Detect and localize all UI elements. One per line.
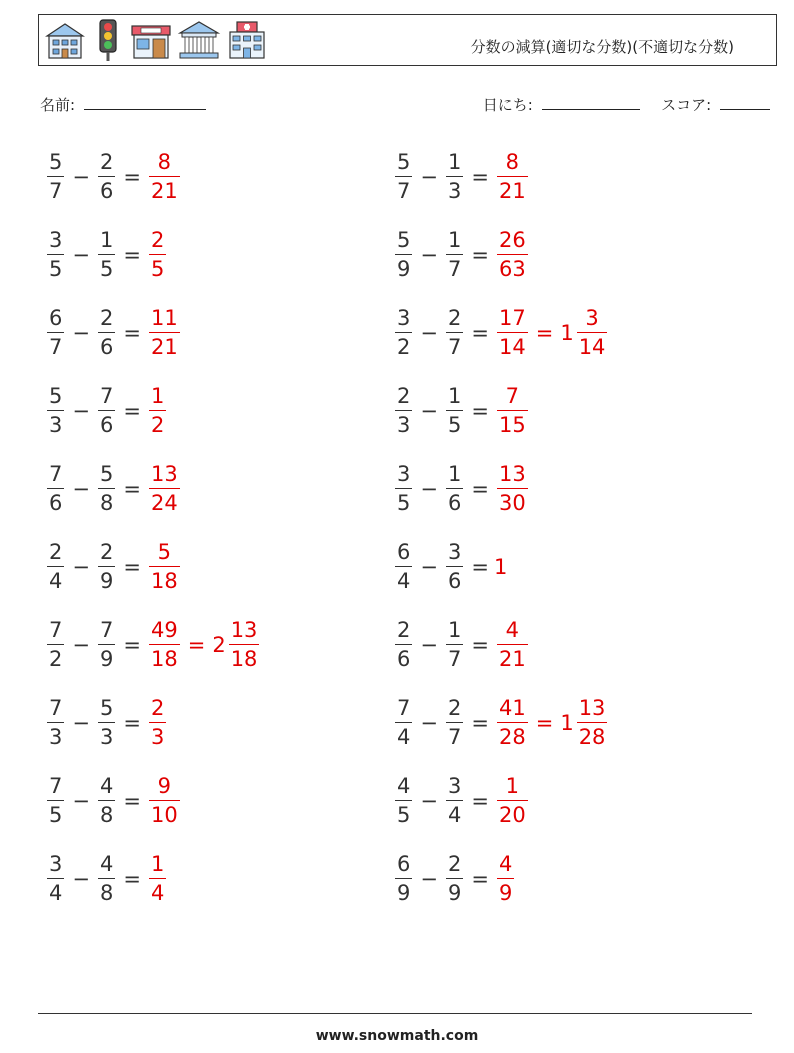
answer-fraction-numerator: 49: [150, 618, 178, 642]
mixed-fraction: [577, 698, 608, 748]
problem-row: [44, 294, 404, 372]
mixed-whole-number: 1: [560, 711, 574, 735]
equals-sign: =: [471, 711, 489, 735]
answer-fraction: [497, 698, 528, 748]
name-blank-line: [84, 97, 206, 110]
subtrahend-fraction-numerator: 5: [99, 462, 114, 486]
subtrahend-fraction-numerator: 5: [99, 696, 114, 720]
header-icons: [43, 17, 269, 63]
minuend-fraction: [395, 698, 412, 748]
score-label: スコア:: [661, 96, 712, 114]
mixed-whole-number: 2: [212, 633, 226, 657]
school-building-icon: [43, 18, 87, 62]
minus-sign: −: [72, 243, 90, 267]
minus-sign: −: [420, 165, 438, 189]
subtrahend-fraction-numerator: 1: [447, 228, 462, 252]
subtrahend-fraction-numerator: 3: [447, 774, 462, 798]
subtrahend-fraction: [98, 464, 115, 514]
subtrahend-fraction-numerator: 7: [99, 618, 114, 642]
minuend-fraction-numerator: 7: [397, 696, 411, 720]
score-blank-line: [720, 97, 770, 110]
minuend-fraction-numerator: 7: [49, 462, 63, 486]
subtrahend-fraction-numerator: 2: [99, 540, 114, 564]
subtrahend-fraction-denominator: 8: [98, 800, 115, 826]
mixed-equals-sign: =: [535, 711, 554, 735]
problem-row: [392, 606, 752, 684]
equals-sign: =: [471, 789, 489, 813]
subtrahend-fraction: [98, 386, 115, 436]
answer-fraction: [497, 620, 528, 670]
equals-sign: =: [123, 165, 141, 189]
minuend-fraction-numerator: 6: [49, 306, 63, 330]
minuend-fraction-denominator: 7: [395, 176, 412, 202]
minus-sign: −: [420, 399, 438, 423]
answer-fraction: [149, 464, 180, 514]
answer-fraction: [149, 698, 166, 748]
answer-fraction: [497, 230, 528, 280]
minus-sign: −: [420, 477, 438, 501]
answer-fraction: [149, 152, 180, 202]
minuend-fraction-numerator: 2: [397, 384, 411, 408]
equals-sign: =: [123, 477, 141, 501]
answer-fraction-numerator: 9: [157, 774, 172, 798]
subtrahend-fraction-denominator: 9: [446, 878, 463, 904]
subtrahend-fraction-denominator: 6: [446, 488, 463, 514]
minuend-fraction-denominator: 3: [47, 410, 64, 436]
museum-icon: [177, 18, 221, 62]
minus-sign: −: [420, 711, 438, 735]
minuend-fraction-denominator: 5: [395, 488, 412, 514]
minuend-fraction-numerator: 5: [397, 150, 411, 174]
minuend-fraction: [47, 464, 64, 514]
traffic-light-icon: [91, 18, 125, 62]
minus-sign: −: [72, 477, 90, 501]
answer-fraction-denominator: 14: [497, 332, 528, 358]
problem-row: [44, 372, 404, 450]
minus-sign: −: [420, 633, 438, 657]
answer-fraction-numerator: 4: [498, 852, 513, 876]
equals-sign: =: [471, 243, 489, 267]
problem-row: [392, 372, 752, 450]
answer-fraction-numerator: 1: [150, 384, 165, 408]
minuend-fraction-denominator: 7: [47, 332, 64, 358]
equals-sign: =: [123, 243, 141, 267]
minuend-fraction-denominator: 4: [47, 566, 64, 592]
minuend-fraction-denominator: 4: [395, 566, 412, 592]
shop-icon: [129, 18, 173, 62]
minuend-fraction-numerator: 4: [397, 774, 411, 798]
answer-whole-number: 1: [493, 555, 508, 579]
minuend-fraction: [395, 542, 412, 592]
minuend-fraction-numerator: 3: [49, 228, 63, 252]
problem-row: [44, 528, 404, 606]
answer-fraction-numerator: 41: [498, 696, 526, 720]
answer-fraction-denominator: 3: [149, 722, 166, 748]
answer-fraction-numerator: 1: [150, 852, 165, 876]
subtrahend-fraction-numerator: 2: [447, 696, 462, 720]
subtrahend-fraction-denominator: 3: [446, 176, 463, 202]
minus-sign: −: [72, 555, 90, 579]
footer-divider: [38, 1013, 752, 1014]
subtrahend-fraction-denominator: 7: [446, 254, 463, 280]
subtrahend-fraction: [446, 308, 463, 358]
subtrahend-fraction: [446, 776, 463, 826]
minuend-fraction-denominator: 6: [47, 488, 64, 514]
answer-fraction-numerator: 8: [157, 150, 172, 174]
minuend-fraction-numerator: 3: [397, 306, 411, 330]
answer-fraction-denominator: 2: [149, 410, 166, 436]
answer-fraction-numerator: 26: [498, 228, 526, 252]
equals-sign: =: [123, 555, 141, 579]
minus-sign: −: [72, 711, 90, 735]
mixed-fraction-numerator: 13: [230, 618, 258, 642]
answer-fraction-denominator: 10: [149, 800, 180, 826]
answer-fraction-denominator: 4: [149, 878, 166, 904]
subtrahend-fraction: [446, 620, 463, 670]
minuend-fraction-numerator: 5: [49, 150, 63, 174]
minuend-fraction: [47, 698, 64, 748]
answer-fraction-denominator: 9: [497, 878, 514, 904]
equals-sign: =: [471, 633, 489, 657]
answer-fraction-numerator: 13: [498, 462, 526, 486]
minus-sign: −: [72, 321, 90, 345]
answer-fraction-denominator: 21: [497, 176, 528, 202]
subtrahend-fraction-denominator: 8: [98, 878, 115, 904]
minuend-fraction-denominator: 3: [47, 722, 64, 748]
minus-sign: −: [72, 165, 90, 189]
hospital-icon: [225, 18, 269, 62]
problem-row: [392, 450, 752, 528]
minus-sign: −: [72, 633, 90, 657]
minuend-fraction: [395, 620, 412, 670]
answer-fraction-denominator: 21: [497, 644, 528, 670]
minuend-fraction: [47, 230, 64, 280]
equals-sign: =: [471, 477, 489, 501]
subtrahend-fraction: [446, 854, 463, 904]
minuend-fraction: [395, 308, 412, 358]
problem-row: [44, 762, 404, 840]
answer-fraction-numerator: 5: [157, 540, 172, 564]
minus-sign: −: [420, 867, 438, 891]
minus-sign: −: [420, 555, 438, 579]
answer-fraction-denominator: 18: [149, 566, 180, 592]
subtrahend-fraction: [446, 698, 463, 748]
subtrahend-fraction-numerator: 3: [447, 540, 462, 564]
answer-fraction: [497, 854, 514, 904]
equals-sign: =: [123, 867, 141, 891]
subtrahend-fraction-denominator: 8: [98, 488, 115, 514]
equals-sign: =: [471, 555, 489, 579]
subtrahend-fraction: [98, 152, 115, 202]
subtrahend-fraction-numerator: 2: [99, 306, 114, 330]
answer-fraction: [497, 308, 528, 358]
problem-row: [392, 216, 752, 294]
problem-row: [392, 840, 752, 918]
problem-row: [44, 684, 404, 762]
answer-fraction-denominator: 5: [149, 254, 166, 280]
subtrahend-fraction-denominator: 6: [446, 566, 463, 592]
subtrahend-fraction: [98, 308, 115, 358]
minuend-fraction-denominator: 2: [395, 332, 412, 358]
equals-sign: =: [471, 165, 489, 189]
subtrahend-fraction-denominator: 3: [98, 722, 115, 748]
answer-fraction: [149, 776, 180, 826]
subtrahend-fraction: [446, 152, 463, 202]
subtrahend-fraction-numerator: 2: [447, 306, 462, 330]
minuend-fraction-numerator: 3: [397, 462, 411, 486]
minus-sign: −: [420, 789, 438, 813]
subtrahend-fraction: [98, 620, 115, 670]
minuend-fraction: [47, 308, 64, 358]
subtrahend-fraction: [446, 386, 463, 436]
problem-row: [44, 216, 404, 294]
problem-row: [44, 606, 404, 684]
minuend-fraction-denominator: 4: [47, 878, 64, 904]
subtrahend-fraction-denominator: 7: [446, 644, 463, 670]
answer-fraction-numerator: 1: [505, 774, 520, 798]
answer-fraction-denominator: 30: [497, 488, 528, 514]
answer-fraction: [149, 386, 166, 436]
subtrahend-fraction-denominator: 5: [446, 410, 463, 436]
minuend-fraction-numerator: 5: [397, 228, 411, 252]
subtrahend-fraction-denominator: 9: [98, 644, 115, 670]
date-label: 日にち:: [482, 96, 533, 114]
subtrahend-fraction-denominator: 5: [98, 254, 115, 280]
mixed-whole-number: 1: [560, 321, 574, 345]
minuend-fraction: [47, 776, 64, 826]
minuend-fraction-denominator: 7: [47, 176, 64, 202]
subtrahend-fraction: [98, 698, 115, 748]
answer-fraction: [149, 230, 166, 280]
subtrahend-fraction-denominator: 4: [446, 800, 463, 826]
equals-sign: =: [471, 399, 489, 423]
minuend-fraction-denominator: 6: [395, 644, 412, 670]
minuend-fraction: [395, 854, 412, 904]
equals-sign: =: [123, 633, 141, 657]
answer-fraction-numerator: 8: [505, 150, 520, 174]
mixed-fraction: [229, 620, 260, 670]
minuend-fraction-numerator: 2: [49, 540, 63, 564]
answer-fraction: [497, 776, 528, 826]
answer-fraction-numerator: 2: [150, 696, 165, 720]
answer-fraction-denominator: 21: [149, 176, 180, 202]
answer-fraction: [497, 464, 528, 514]
mixed-fraction-numerator: 3: [585, 306, 599, 330]
answer-fraction: [149, 542, 180, 592]
minuend-fraction: [395, 776, 412, 826]
mixed-fraction: [577, 308, 608, 358]
equals-sign: =: [123, 711, 141, 735]
subtrahend-fraction: [446, 230, 463, 280]
answer-fraction-denominator: 28: [497, 722, 528, 748]
minuend-fraction-numerator: 6: [397, 540, 411, 564]
minuend-fraction-numerator: 3: [49, 852, 63, 876]
problems-right-column: [392, 138, 752, 918]
subtrahend-fraction-numerator: 1: [447, 618, 462, 642]
minuend-fraction: [395, 152, 412, 202]
subtrahend-fraction-numerator: 4: [99, 852, 114, 876]
answer-fraction-numerator: 2: [150, 228, 165, 252]
subtrahend-fraction: [98, 854, 115, 904]
name-field: [40, 94, 206, 115]
problem-row: [392, 294, 752, 372]
problems-left-column: [44, 138, 404, 918]
minuend-fraction-denominator: 2: [47, 644, 64, 670]
answer-fraction-numerator: 17: [498, 306, 526, 330]
minuend-fraction-numerator: 7: [49, 774, 63, 798]
subtrahend-fraction-numerator: 1: [447, 384, 462, 408]
answer-fraction-numerator: 13: [150, 462, 178, 486]
answer-fraction-denominator: 21: [149, 332, 180, 358]
mixed-fraction-denominator: 28: [577, 722, 608, 748]
minuend-fraction: [47, 152, 64, 202]
problem-row: [392, 684, 752, 762]
minuend-fraction-numerator: 7: [49, 618, 63, 642]
minuend-fraction-denominator: 5: [47, 800, 64, 826]
mixed-equals-sign: =: [535, 321, 554, 345]
date-score-fields: [483, 94, 770, 115]
subtrahend-fraction-numerator: 2: [99, 150, 114, 174]
minus-sign: −: [72, 789, 90, 813]
answer-fraction: [149, 620, 180, 670]
subtrahend-fraction-numerator: 4: [99, 774, 114, 798]
worksheet-title: 分数の減算(適切な分数)(不適切な分数): [470, 38, 734, 56]
minuend-fraction: [395, 230, 412, 280]
minuend-fraction: [395, 386, 412, 436]
minus-sign: −: [72, 399, 90, 423]
problem-row: [44, 138, 404, 216]
minuend-fraction: [47, 542, 64, 592]
equals-sign: =: [123, 789, 141, 813]
minuend-fraction: [47, 854, 64, 904]
minuend-fraction: [395, 464, 412, 514]
subtrahend-fraction-denominator: 6: [98, 332, 115, 358]
subtrahend-fraction-numerator: 1: [447, 150, 462, 174]
answer-fraction-denominator: 18: [149, 644, 180, 670]
subtrahend-fraction: [98, 776, 115, 826]
answer-fraction-denominator: 15: [497, 410, 528, 436]
subtrahend-fraction-numerator: 1: [447, 462, 462, 486]
answer-fraction: [497, 386, 528, 436]
subtrahend-fraction: [446, 542, 463, 592]
minuend-fraction-denominator: 5: [47, 254, 64, 280]
subtrahend-fraction: [98, 230, 115, 280]
minuend-fraction: [47, 386, 64, 436]
problem-row: [44, 450, 404, 528]
subtrahend-fraction-denominator: 6: [98, 176, 115, 202]
equals-sign: =: [123, 321, 141, 345]
minuend-fraction-denominator: 5: [395, 800, 412, 826]
subtrahend-fraction: [446, 464, 463, 514]
minus-sign: −: [420, 321, 438, 345]
minuend-fraction-numerator: 2: [397, 618, 411, 642]
mixed-equals-sign: =: [187, 633, 206, 657]
minuend-fraction-numerator: 5: [49, 384, 63, 408]
minuend-fraction-denominator: 9: [395, 878, 412, 904]
minuend-fraction-denominator: 3: [395, 410, 412, 436]
problem-row: [392, 762, 752, 840]
minuend-fraction-denominator: 4: [395, 722, 412, 748]
worksheet-header: [38, 14, 777, 66]
subtrahend-fraction-numerator: 1: [99, 228, 114, 252]
answer-fraction-denominator: 20: [497, 800, 528, 826]
minus-sign: −: [420, 243, 438, 267]
subtrahend-fraction-denominator: 9: [98, 566, 115, 592]
subtrahend-fraction-denominator: 7: [446, 332, 463, 358]
equals-sign: =: [471, 321, 489, 345]
subtrahend-fraction: [98, 542, 115, 592]
problem-row: [44, 840, 404, 918]
minuend-fraction: [47, 620, 64, 670]
minuend-fraction-denominator: 9: [395, 254, 412, 280]
mixed-fraction-denominator: 14: [577, 332, 608, 358]
answer-fraction-numerator: 11: [150, 306, 178, 330]
minus-sign: −: [72, 867, 90, 891]
problem-row: [392, 528, 752, 606]
answer-fraction: [149, 854, 166, 904]
answer-fraction: [497, 152, 528, 202]
answer-fraction-numerator: 4: [505, 618, 520, 642]
minuend-fraction-numerator: 7: [49, 696, 63, 720]
footer-url: www.snowmath.com: [315, 1028, 479, 1044]
subtrahend-fraction-numerator: 7: [99, 384, 114, 408]
minuend-fraction-numerator: 6: [397, 852, 411, 876]
problem-row: [392, 138, 752, 216]
date-blank-line: [542, 97, 640, 110]
mixed-fraction-numerator: 13: [578, 696, 606, 720]
answer-fraction-numerator: 7: [505, 384, 520, 408]
answer-fraction: [149, 308, 180, 358]
equals-sign: =: [123, 399, 141, 423]
answer-fraction-denominator: 63: [497, 254, 528, 280]
mixed-fraction-denominator: 18: [229, 644, 260, 670]
answer-fraction-denominator: 24: [149, 488, 180, 514]
subtrahend-fraction-denominator: 6: [98, 410, 115, 436]
subtrahend-fraction-numerator: 2: [447, 852, 462, 876]
equals-sign: =: [471, 867, 489, 891]
name-label: 名前:: [40, 96, 76, 114]
subtrahend-fraction-denominator: 7: [446, 722, 463, 748]
